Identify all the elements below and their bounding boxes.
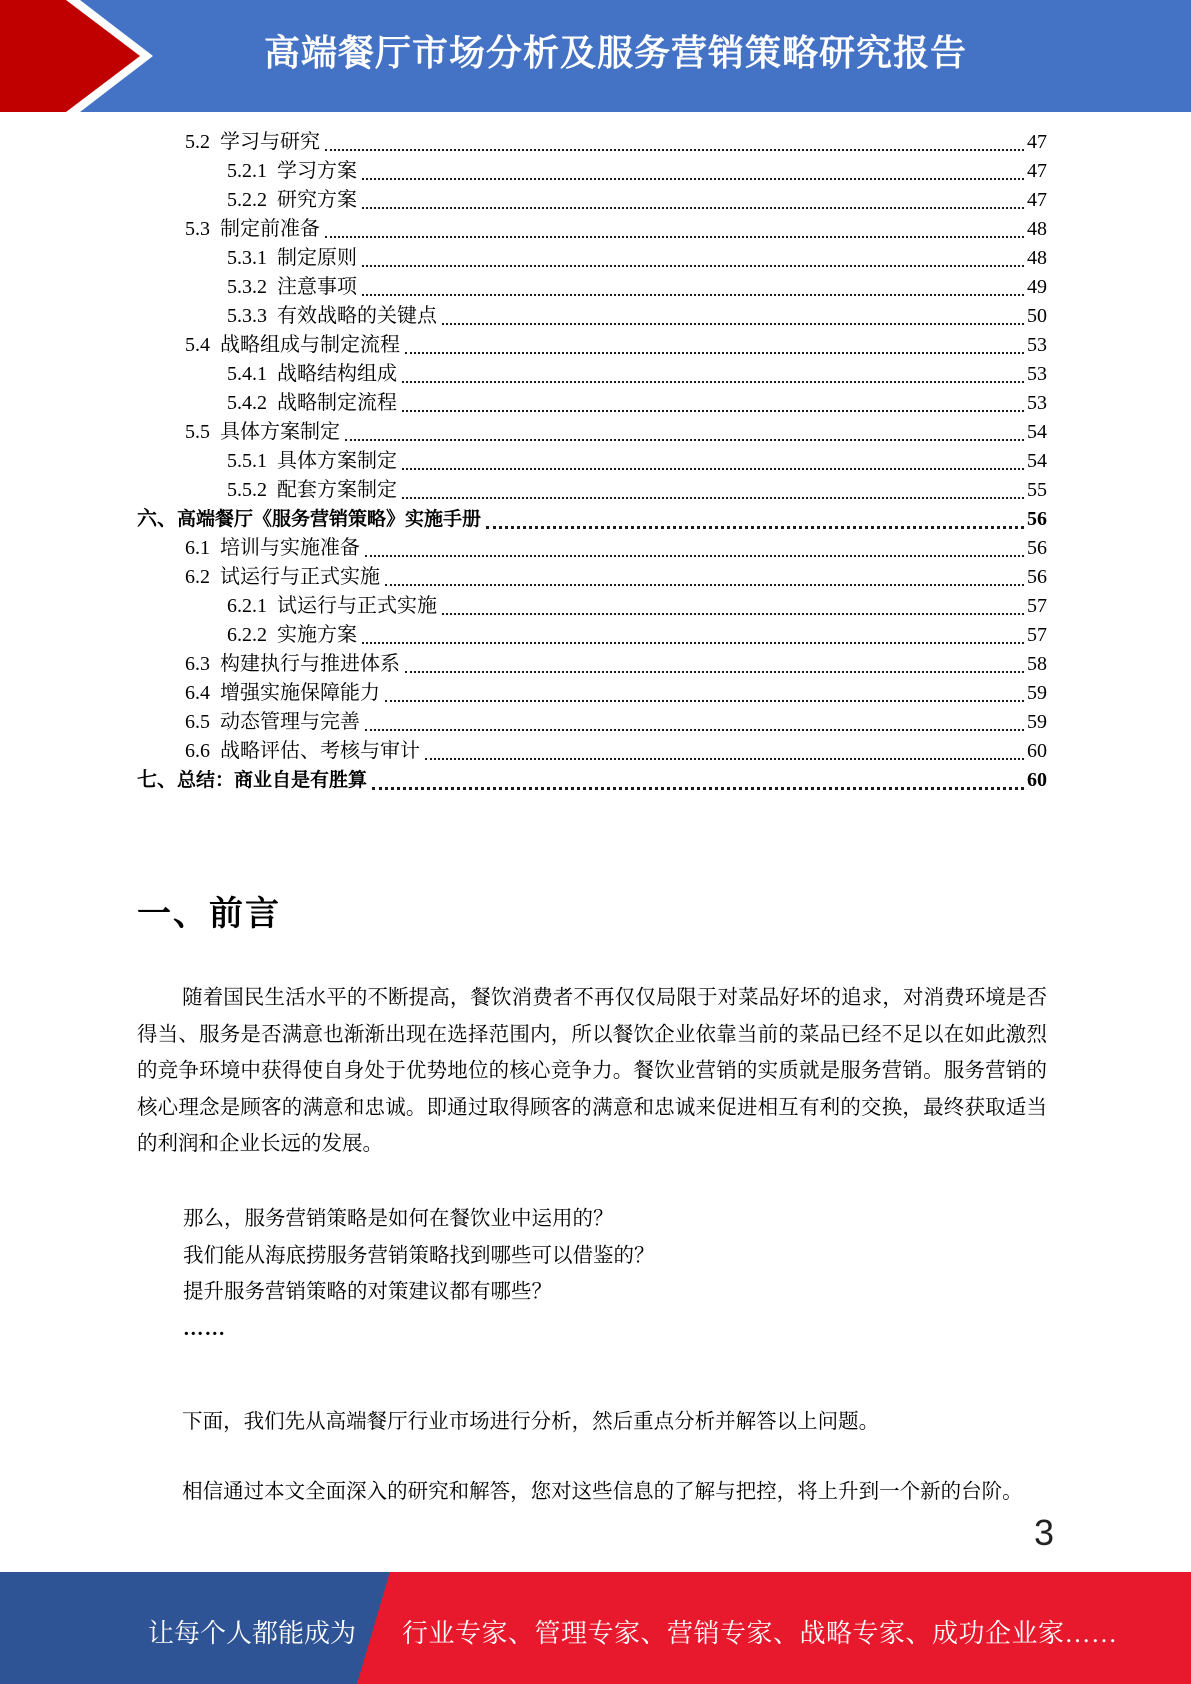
toc-entry-title: 制定原则 xyxy=(277,247,357,269)
toc-leader-dots xyxy=(402,468,1024,470)
header-band xyxy=(0,0,1191,112)
toc-entry xyxy=(137,302,1047,331)
toc-entry xyxy=(137,157,1047,186)
toc-entry-number: 5.3 xyxy=(185,218,210,240)
toc-entry-number: 5.3.1 xyxy=(227,247,267,269)
toc-entry-title: 战略结构组成 xyxy=(277,363,397,385)
footer-band xyxy=(0,1572,1191,1684)
toc-leader-dots xyxy=(442,613,1024,615)
toc-entry xyxy=(137,621,1047,650)
footer-slogan-right: 行业专家、管理专家、营销专家、战略专家、成功企业家…… xyxy=(402,1619,1118,1648)
toc-entry xyxy=(137,447,1047,476)
toc-leader-dots xyxy=(385,584,1024,586)
toc-page-number: 56 xyxy=(1027,508,1047,530)
toc-entry-number: 5.2 xyxy=(185,131,210,153)
closing-paragraph-1: 下面，我们先从高端餐厅行业市场进行分析，然后重点分析并解答以上问题。 xyxy=(182,1411,880,1433)
toc-entry-title: 配套方案制定 xyxy=(277,479,397,501)
page-number: 3 xyxy=(1033,1512,1055,1553)
toc-entry-number: 6.4 xyxy=(185,682,210,704)
toc-page-number: 50 xyxy=(1027,305,1047,327)
toc-entry xyxy=(137,360,1047,389)
question-line: 提升服务营销策略的对策建议都有哪些？ xyxy=(183,1281,552,1303)
toc-leader-dots xyxy=(362,265,1024,267)
toc-leader-dots xyxy=(362,294,1024,296)
closing-paragraph-2: 相信通过本文全面深入的研究和解答，您对这些信息的了解与把控，将上升到一个新的台阶。 xyxy=(182,1481,1023,1503)
toc-entry xyxy=(137,534,1047,563)
toc-entry xyxy=(137,244,1047,273)
toc-leader-dots xyxy=(402,497,1024,499)
toc-entry xyxy=(137,389,1047,418)
toc-entry-title: 高端餐厅《服务营销策略》实施手册 xyxy=(177,509,482,530)
toc-entry-number: 5.4.1 xyxy=(227,363,267,385)
toc-entry-title: 具体方案制定 xyxy=(220,421,340,443)
toc-entry-number: 5.4.2 xyxy=(227,392,267,414)
toc-entry xyxy=(137,128,1047,157)
toc-entry-title: 注意事项 xyxy=(277,276,357,298)
toc-entry-number: 5.2.1 xyxy=(227,160,267,182)
toc-page-number: 57 xyxy=(1027,595,1047,617)
toc-entry xyxy=(137,418,1047,447)
toc-entry-title: 培训与实施准备 xyxy=(220,537,360,559)
toc-entry-title: 增强实施保障能力 xyxy=(220,682,380,704)
toc-entry-number: 6.2 xyxy=(185,566,210,588)
toc-page-number: 54 xyxy=(1027,421,1047,443)
toc-leader-dots xyxy=(486,526,1024,529)
toc-entry xyxy=(137,650,1047,679)
toc-leader-dots xyxy=(362,642,1024,644)
toc-entry-title: 具体方案制定 xyxy=(277,450,397,472)
toc-entry-number: 5.5.1 xyxy=(227,450,267,472)
toc-page-number: 47 xyxy=(1027,189,1047,211)
toc-entry-title: 战略制定流程 xyxy=(277,392,397,414)
toc-entry-number: 5.5.2 xyxy=(227,479,267,501)
toc-entry xyxy=(137,505,1047,534)
toc-entry-title: 战略评估、考核与审计 xyxy=(220,740,420,762)
toc-entry-number: 六、 xyxy=(137,508,177,530)
toc-entry-number: 七、 xyxy=(137,769,177,791)
toc-entry-title: 总结：商业自是有胜算 xyxy=(177,770,368,791)
toc-page-number: 53 xyxy=(1027,334,1047,356)
toc-page-number: 47 xyxy=(1027,131,1047,153)
toc-page-number: 56 xyxy=(1027,566,1047,588)
toc-entry-number: 5.4 xyxy=(185,334,210,356)
toc-entry-title: 制定前准备 xyxy=(220,218,320,240)
toc-entry-number: 6.5 xyxy=(185,711,210,733)
toc-entry-number: 6.1 xyxy=(185,537,210,559)
toc-entry xyxy=(137,679,1047,708)
toc-page-number: 59 xyxy=(1027,711,1047,733)
question-line: 我们能从海底捞服务营销策略找到哪些可以借鉴的？ xyxy=(183,1244,655,1267)
toc-page-number: 48 xyxy=(1027,218,1047,240)
toc-page-number: 59 xyxy=(1027,682,1047,704)
toc-leader-dots xyxy=(362,207,1024,209)
toc-entry xyxy=(137,766,1047,795)
toc-page-number: 47 xyxy=(1027,160,1047,182)
toc-entry-title: 实施方案 xyxy=(277,624,357,646)
toc-page-number: 53 xyxy=(1027,363,1047,385)
toc-entry-title: 学习与研究 xyxy=(220,131,320,153)
question-line: 那么，服务营销策略是如何在餐饮业中运用的？ xyxy=(183,1208,614,1230)
toc-entry xyxy=(137,708,1047,737)
toc-entry-number: 6.2.2 xyxy=(227,624,267,646)
toc-leader-dots xyxy=(405,671,1024,673)
toc-entry-number: 5.2.2 xyxy=(227,189,267,211)
report-title: 高端餐厅市场分析及服务营销策略研究报告 xyxy=(263,31,967,73)
toc-leader-dots xyxy=(385,700,1024,702)
toc-leader-dots xyxy=(345,439,1024,441)
toc-entry-number: 6.2.1 xyxy=(227,595,267,617)
toc-leader-dots xyxy=(442,323,1024,325)
toc-entry-title: 构建执行与推进体系 xyxy=(220,653,400,675)
toc-entry-number: 5.3.2 xyxy=(227,276,267,298)
toc-entry-title: 研究方案 xyxy=(277,189,357,211)
question-lines xyxy=(137,1201,1093,1347)
toc-entry xyxy=(137,186,1047,215)
toc-entry xyxy=(137,592,1047,621)
toc-page-number: 58 xyxy=(1027,653,1047,675)
toc-entry-number: 5.5 xyxy=(185,421,210,443)
section-heading: 一、前言 xyxy=(137,895,281,933)
toc-page-number: 60 xyxy=(1027,740,1047,762)
toc-entry-number: 5.3.3 xyxy=(227,305,267,327)
toc-entry-title: 有效战略的关键点 xyxy=(277,305,437,327)
toc-entry xyxy=(137,215,1047,244)
toc-entry-title: 试运行与正式实施 xyxy=(277,595,437,617)
toc-entry xyxy=(137,273,1047,302)
table-of-contents xyxy=(137,128,1047,795)
toc-page-number: 48 xyxy=(1027,247,1047,269)
toc-page-number: 55 xyxy=(1027,479,1047,501)
toc-entry-number: 6.3 xyxy=(185,653,210,675)
toc-page-number: 60 xyxy=(1027,769,1047,791)
toc-entry-number: 6.6 xyxy=(185,740,210,762)
toc-leader-dots xyxy=(362,178,1024,180)
toc-entry xyxy=(137,476,1047,505)
toc-entry xyxy=(137,563,1047,592)
toc-entry-title: 学习方案 xyxy=(277,160,357,182)
toc-leader-dots xyxy=(325,149,1024,151)
toc-page-number: 56 xyxy=(1027,537,1047,559)
toc-entry-title: 试运行与正式实施 xyxy=(220,566,380,588)
footer-slogan-left: 让每个人都能成为 xyxy=(148,1619,357,1648)
toc-leader-dots xyxy=(425,758,1024,760)
toc-leader-dots xyxy=(402,381,1024,383)
ellipsis-line: …… xyxy=(183,1317,226,1340)
toc-entry xyxy=(137,737,1047,766)
toc-leader-dots xyxy=(372,787,1024,790)
toc-leader-dots xyxy=(325,236,1024,238)
toc-leader-dots xyxy=(405,352,1024,354)
toc-page-number: 49 xyxy=(1027,276,1047,298)
toc-entry xyxy=(137,331,1047,360)
toc-leader-dots xyxy=(402,410,1024,412)
toc-entry-title: 战略组成与制定流程 xyxy=(220,334,400,356)
toc-entry-title: 动态管理与完善 xyxy=(220,711,360,733)
toc-page-number: 54 xyxy=(1027,450,1047,472)
toc-leader-dots xyxy=(365,555,1024,557)
toc-page-number: 57 xyxy=(1027,624,1047,646)
intro-paragraph: 随着国民生活水平的不断提高，餐饮消费者不再仅仅局限于对菜品好坏的追求，对消费环境是否得当、服务是否满意也渐渐出现在选择范围内，所以餐饮企业依靠当前的菜品已经不足以在如此激烈的竞争环境中获得使自身处于优势地位的核心竞争力。餐饮业营销的实质就是服务营销。服务营销的核心理念是顾客的满意和忠诚。即通过取得顾客的满意和忠诚来促进相互有利的交换，最终获取适当的利润和企业长远的发展。 xyxy=(137,987,1047,1155)
toc-leader-dots xyxy=(365,729,1024,731)
toc-page-number: 53 xyxy=(1027,392,1047,414)
